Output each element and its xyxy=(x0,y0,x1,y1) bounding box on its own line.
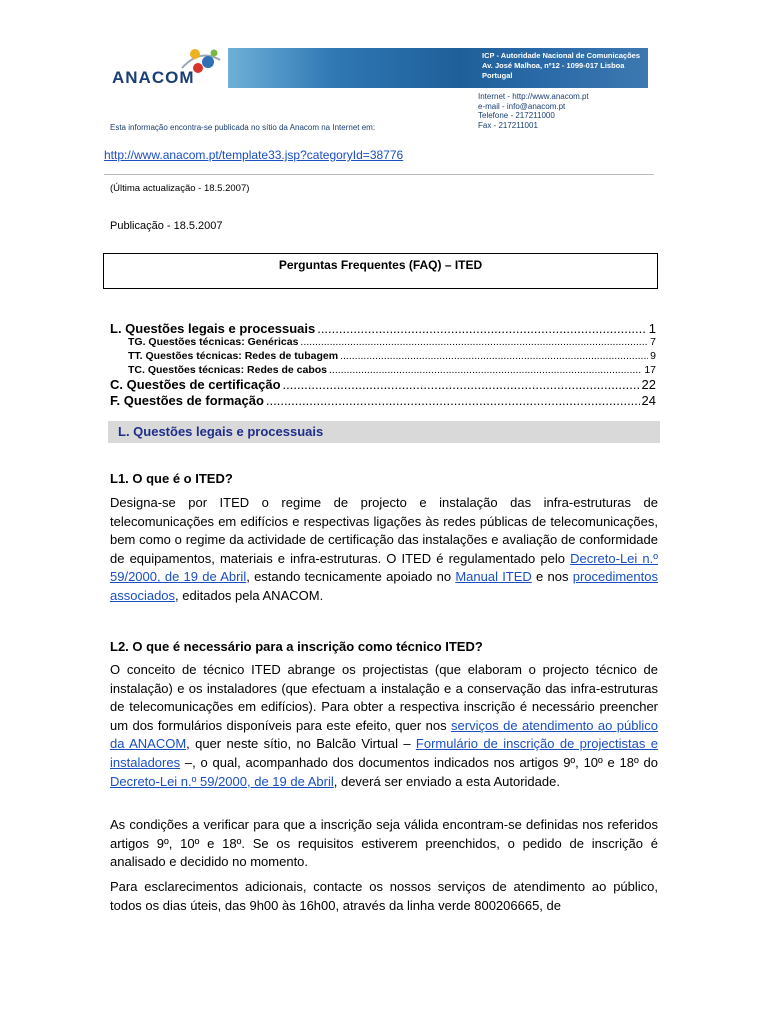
toc-page: 24 xyxy=(641,393,656,408)
contact-line: Fax - 217211001 xyxy=(478,120,538,130)
answer-paragraph: O conceito de técnico ITED abrange os projectistas (que elaboram o projecto técnico de instalação) e os instaladores (que efectuam a instalação e a conservação das infra-estruturas de telecomunicações em edifícios). Para obter a respectiva inscrição é necessário preencher um dos formulários disponíveis para este efeito, quer nos serviços de atendimento ao público da ANACOM, quer neste sítio, no Balcão Virtual – Formulário de inscrição de projectistas e instaladores –, o qual, acompanhado dos documentos indicados nos artigos 9º, 10º e 18º do Decreto-Lei n.º 59/2000, de 19 de Abril, deverá ser enviado a esta Autoridade. xyxy=(110,662,658,789)
answer-paragraph: As condições a verificar para que a inscrição seja válida encontram-se definidas nos referidos artigos 9º, 10º e 18º. Se os requisitos estiverem preenchidos, o pedido de inscrição é analisado e decidido no momento. xyxy=(110,817,658,870)
toc-item[interactable] xyxy=(110,336,656,348)
toc-page: 9 xyxy=(650,350,656,362)
decreto-link[interactable]: Decreto-Lei n.º 59/2000, de 19 de Abril xyxy=(110,550,658,585)
procedimentos-link[interactable]: procedimentos associados xyxy=(110,569,658,603)
last-update: (Última actualização - 18.5.2007) xyxy=(110,183,250,194)
question-heading: L1. O que é o ITED? xyxy=(110,471,233,486)
logo-text: ANACOM xyxy=(112,68,195,87)
publication-date: Publicação - 18.5.2007 xyxy=(110,220,223,232)
toc-label: TT. Questões técnicas: Redes de tubagem xyxy=(128,350,339,362)
section-title: L. Questões legais e processuais xyxy=(118,424,324,439)
contact-info xyxy=(478,92,589,130)
title-box xyxy=(103,253,658,289)
toc-label: C. Questões de certificação xyxy=(110,377,281,392)
toc-item[interactable] xyxy=(110,321,656,336)
toc-item[interactable] xyxy=(110,393,656,408)
source-url-link[interactable]: http://www.anacom.pt/template33.jsp?categoryId=38776 xyxy=(104,148,404,162)
toc-item[interactable] xyxy=(110,350,656,362)
toc-label: F. Questões de formação xyxy=(110,393,264,408)
banner-line: Av. José Malhoa, nº12 - 1099-017 Lisboa xyxy=(482,61,625,70)
toc-item[interactable] xyxy=(110,377,656,392)
published-note: Esta informação encontra-se publicada no sítio da Anacom na Internet em: xyxy=(110,123,376,132)
divider xyxy=(104,174,654,175)
page-title: Perguntas Frequentes (FAQ) – ITED xyxy=(278,258,483,272)
decreto-link[interactable]: Decreto-Lei n.º 59/2000, de 19 de Abril xyxy=(110,773,334,789)
toc-label: L. Questões legais e processuais xyxy=(110,321,316,336)
toc-item[interactable] xyxy=(110,364,656,376)
toc-page: 22 xyxy=(641,377,656,392)
servicos-link[interactable]: serviços de atendimento ao público da ANACOM xyxy=(110,717,658,752)
banner-line: Portugal xyxy=(482,71,513,80)
banner-address xyxy=(482,51,640,81)
manual-ited-link[interactable]: Manual ITED xyxy=(455,569,532,585)
contact-line: e-mail - info@anacom.pt xyxy=(478,101,566,111)
question-heading: L2. O que é necessário para a inscrição como técnico ITED? xyxy=(110,639,483,654)
toc-label: TC. Questões técnicas: Redes de cabos xyxy=(128,364,327,376)
toc-page: 1 xyxy=(648,321,656,336)
contact-line: Internet - http://www.anacom.pt xyxy=(478,92,589,101)
toc-page: 17 xyxy=(644,364,656,376)
toc-label: TG. Questões técnicas: Genéricas xyxy=(128,336,299,348)
toc-page: 7 xyxy=(650,336,656,348)
answer-paragraph: Para esclarecimentos adicionais, contacte os nossos serviços de atendimento ao público, todos os dias úteis, das 9h00 às 16h00, através da linha verde 800206665, de xyxy=(110,879,658,913)
answer-paragraph: Designa-se por ITED o regime de projecto e instalação das infra-estruturas de telecomunicações em edifícios e respectivas ligações às redes públicas de telecomunicações, bem como o regime da actividade de certificação das instalações e avaliação de conformidade de equipamentos, materiais e infra-estruturas. O ITED é regulamentado pelo Decreto-Lei n.º 59/2000, de 19 de Abril, estando tecnicamente apoiado no Manual ITED e nos procedimentos associados, editados pela ANACOM. xyxy=(110,495,658,603)
formulario-link[interactable]: Formulário de inscrição de projectistas e instaladores xyxy=(110,736,658,770)
contact-line: Telefone - 217211000 xyxy=(478,111,555,121)
banner-line: ICP - Autoridade Nacional de Comunicações xyxy=(482,51,640,60)
header-banner xyxy=(228,48,648,88)
